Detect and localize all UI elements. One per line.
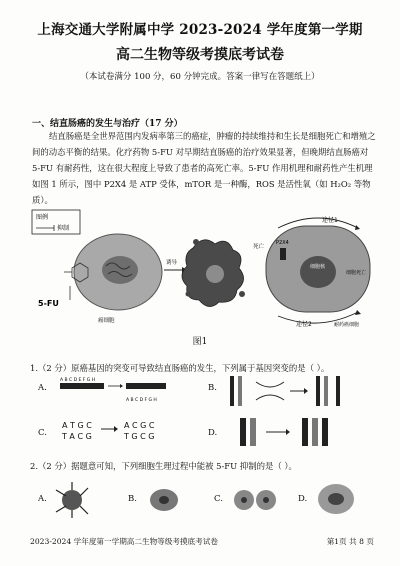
q1-option-a-diagram <box>58 375 178 411</box>
q2-option-c-image <box>228 480 288 520</box>
pathway1-label: 途径1 <box>322 217 338 224</box>
q2-option-d: D. <box>298 494 308 504</box>
figure-1 <box>28 208 380 330</box>
q1-c-right-top: A C G C <box>124 421 155 430</box>
resistant-cell-label: 耐药癌细胞 <box>334 322 360 328</box>
cancer-cell-illustration <box>74 234 162 324</box>
footer-page-number: 第1页 共 8 页 <box>326 537 374 546</box>
q1-option-c: C. <box>38 428 47 438</box>
q1-c-right <box>124 420 155 442</box>
necrosis-label: 死亡 <box>253 244 265 250</box>
q1-option-b: B. <box>208 383 217 393</box>
q2-option-c: C. <box>214 494 223 504</box>
p2x4-label: P2X4 <box>276 240 289 246</box>
q1-c-arrow <box>100 424 120 434</box>
question-2-text: 2.（2 分）据题意可知，下列细胞生理过程中能被 5-FU 抑制的是（ ）。 <box>30 461 297 471</box>
q1-c-right-bottom: T G C G <box>124 432 155 441</box>
q1-option-b-diagram <box>226 372 366 412</box>
exam-instructions: （本试卷满分 100 分，60 分钟完成。答案一律写在答题纸上） <box>80 72 320 82</box>
dying-cell-illustration <box>182 239 245 307</box>
legend-title: 图例 <box>36 214 49 221</box>
q1-c-left-top: A T G C <box>62 421 92 430</box>
section-paragraph: 结直肠癌是全世界范围内发病率第三的癌症，肿瘤的持续维持和生长是细胞死亡和增殖之间的动态平衡的结果。化疗药物 5-FU 对早期结直肠癌的治疗效果显著，但晚期结直肠癌对 5-FU 有耐药性，这在很大程度上导致了患者的高死亡率。5-FU 作用机理和耐药性产生机理如图 1 所示，图中 P2X4 是 ATP 受体，mTOR 是一种酶，ROS 是活性氧（如 H₂O₂ 等物质）。 <box>32 131 376 205</box>
q1-c-left-bottom: T A C G <box>62 432 92 441</box>
q1-option-a: A. <box>38 383 47 393</box>
q1-a-bottom-genes: A B C D F G H <box>126 398 157 403</box>
nucleus-label: 细胞核 <box>310 264 326 270</box>
q1-option-d: D. <box>208 428 218 438</box>
q2-option-a-image <box>52 480 112 520</box>
section-heading: 一、结直肠癌的发生与治疗（17 分） <box>32 119 183 129</box>
induce-label: 诱导 <box>166 260 178 266</box>
figure-legend <box>32 210 80 234</box>
exam-title: 上海交通大学附属中学 2023-2024 学年度第一学期 <box>37 22 363 38</box>
q1-a-top-genes: A B C D E F G H <box>60 378 96 383</box>
figure-caption: 图1 <box>192 337 208 347</box>
footer-exam-name: 2023-2024 学年度第一学期高二生物等级考摸底考试卷 <box>30 537 218 546</box>
drug-label: 5-FU <box>38 299 59 308</box>
q2-option-a: A. <box>38 494 47 504</box>
resistant-cell-illustration <box>266 216 370 328</box>
question-1-text: 1.（2 分）原癌基因的突变可导致结直肠癌的发生，下列属于基因突变的是（ ）。 <box>30 363 330 373</box>
cancer-cell-label: 癌细胞 <box>98 318 115 324</box>
q2-option-d-image <box>312 478 372 520</box>
pathway2-label: 途径2 <box>296 321 312 328</box>
q1-c-left <box>62 420 92 442</box>
q2-option-b-image <box>142 480 202 520</box>
q1-option-d-diagram <box>226 414 366 450</box>
legend-inhibit: 抑制 <box>57 225 70 232</box>
exam-subtitle: 高二生物等级考摸底考试卷 <box>116 47 284 63</box>
q2-option-b: B. <box>128 494 137 504</box>
cell-death-label: 细胞死亡 <box>346 270 367 276</box>
